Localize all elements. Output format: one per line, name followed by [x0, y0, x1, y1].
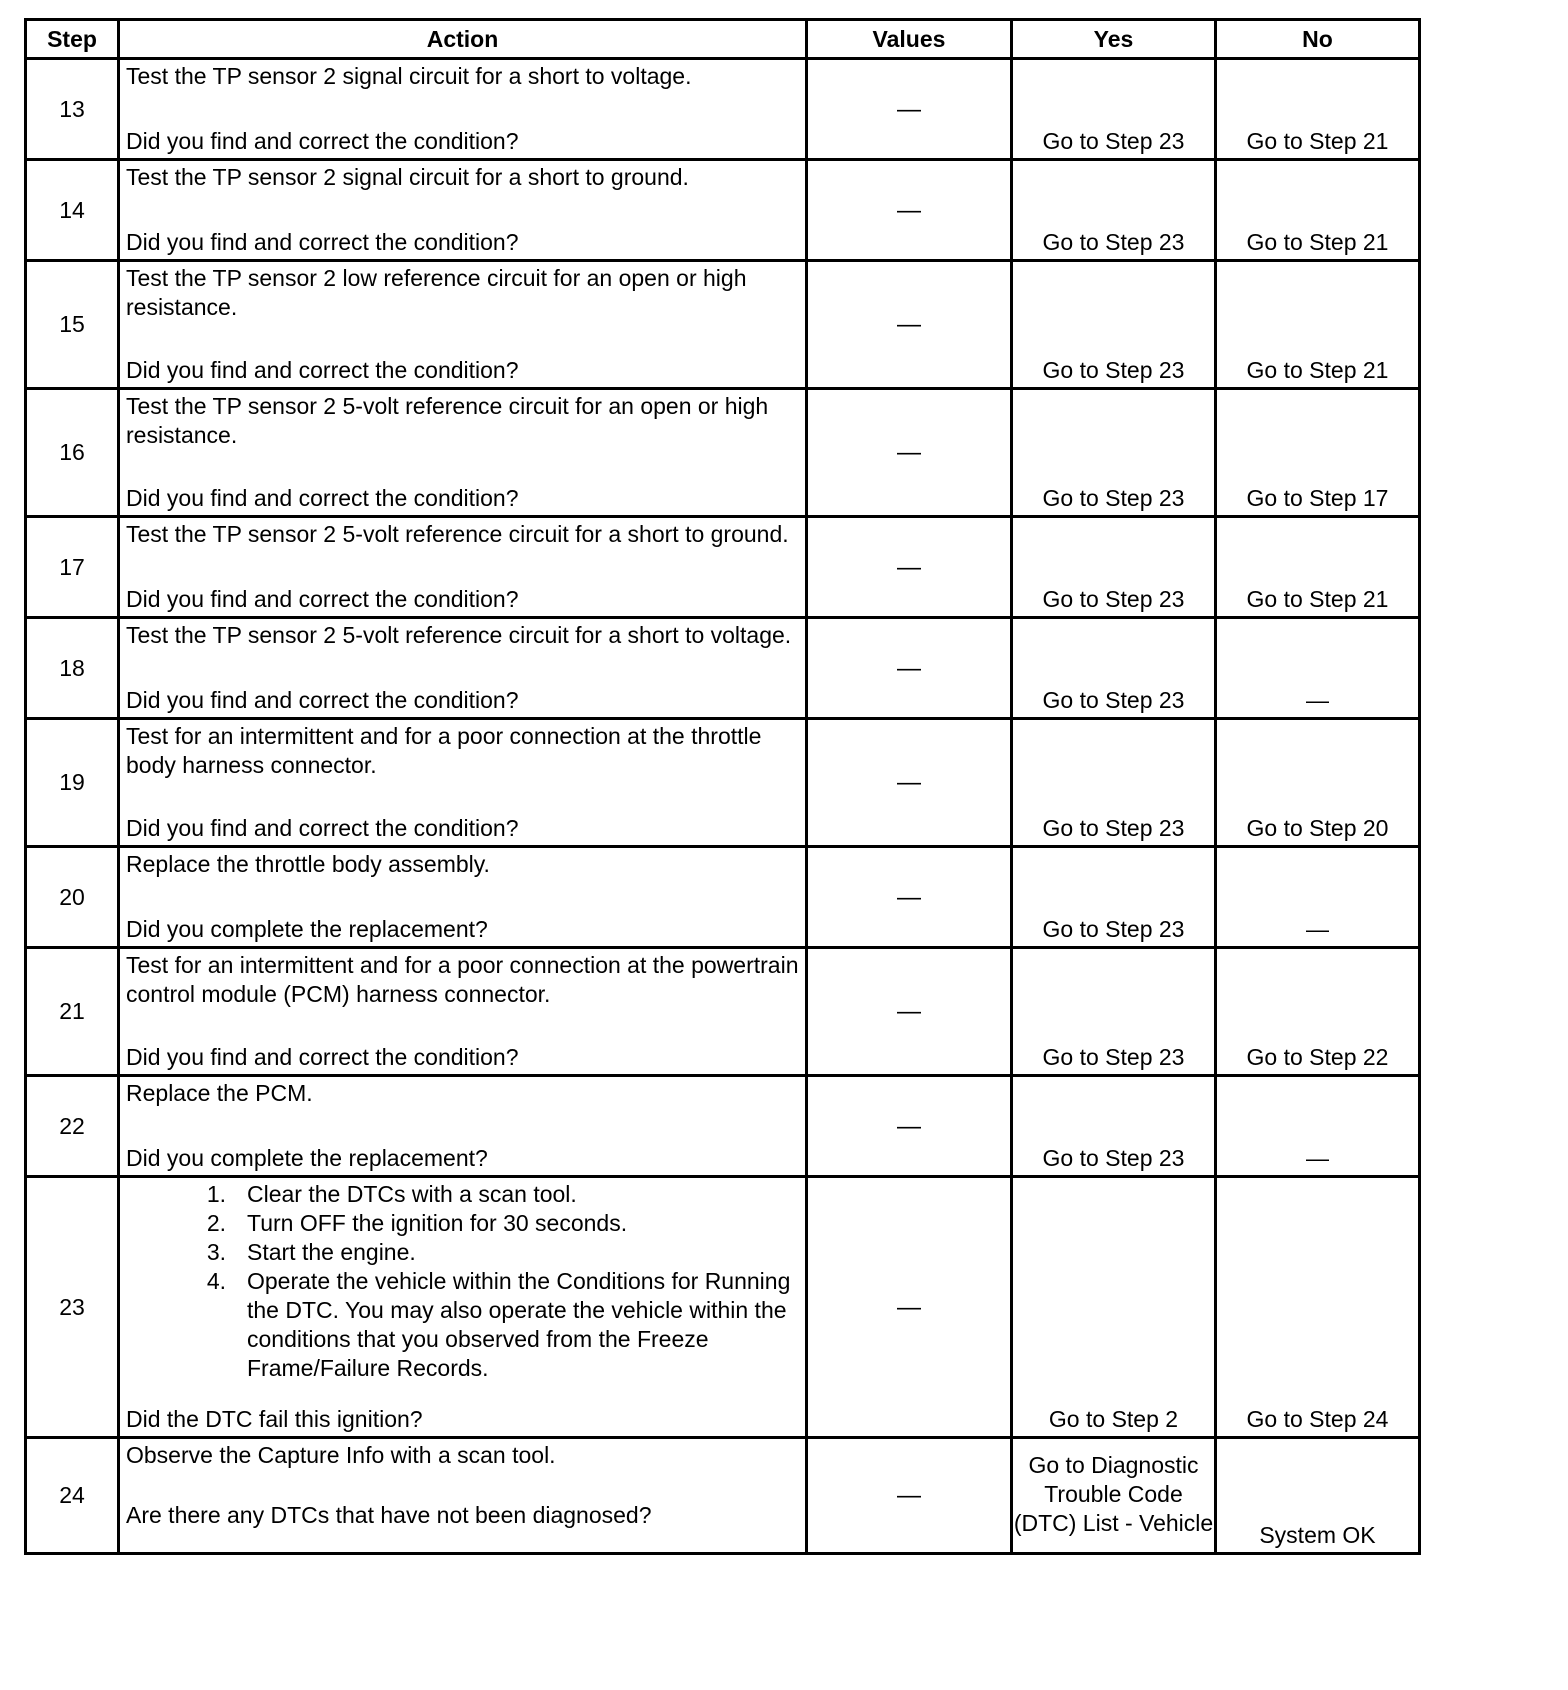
- yes-cell: Go to Step 2: [1012, 1177, 1216, 1438]
- action-text: Test the TP sensor 2 5-volt reference circuit for an open or high resistance.: [126, 393, 769, 448]
- step-number: 22: [26, 1076, 119, 1177]
- action-text: Test for an intermittent and for a poor connection at the powertrain control module (PCM) harness connector.: [126, 952, 799, 1007]
- values-cell: —: [807, 719, 1012, 847]
- list-item: 3. Start the engine.: [206, 1239, 416, 1265]
- question-text: Did you find and correct the condition?: [126, 815, 519, 841]
- action-text: Test the TP sensor 2 5-volt reference circuit for a short to ground.: [126, 521, 789, 547]
- diagnostic-table-sheet: [24, 18, 1421, 1555]
- action-cell: [119, 948, 807, 1076]
- no-cell: Go to Step 21: [1216, 261, 1420, 389]
- no-cell: —: [1216, 847, 1420, 948]
- step-number: 16: [26, 389, 119, 517]
- header-step: Step: [26, 20, 119, 59]
- yes-cell: Go to Step 23: [1012, 1076, 1216, 1177]
- action-cell: [119, 1177, 807, 1438]
- yes-cell: Go to Step 23: [1012, 160, 1216, 261]
- yes-cell: Go to Step 23: [1012, 948, 1216, 1076]
- no-cell: Go to Step 20: [1216, 719, 1420, 847]
- no-cell: Go to Step 21: [1216, 160, 1420, 261]
- no-cell: Go to Step 21: [1216, 59, 1420, 160]
- values-cell: —: [807, 517, 1012, 618]
- action-text: Observe the Capture Info with a scan tool.: [126, 1442, 556, 1468]
- action-cell: [119, 719, 807, 847]
- yes-cell: Go to Step 23: [1012, 719, 1216, 847]
- diagnostic-table: [24, 18, 1421, 1555]
- table-row: [26, 618, 1420, 719]
- step-number: 18: [26, 618, 119, 719]
- yes-cell: Go to Step 23: [1012, 847, 1216, 948]
- yes-cell: Go to Step 23: [1012, 618, 1216, 719]
- table-row: [26, 517, 1420, 618]
- action-text: Test the TP sensor 2 5-volt reference circuit for a short to voltage.: [126, 622, 792, 648]
- values-cell: —: [807, 948, 1012, 1076]
- action-cell: [119, 1076, 807, 1177]
- question-text: Did you complete the replacement?: [126, 1145, 488, 1171]
- question-text: Did you find and correct the condition?: [126, 357, 519, 383]
- question-text: Did you find and correct the condition?: [126, 485, 519, 511]
- action-cell: [119, 517, 807, 618]
- table-row: [26, 1076, 1420, 1177]
- header-no: No: [1216, 20, 1420, 59]
- table-row: [26, 160, 1420, 261]
- table-row: [26, 719, 1420, 847]
- values-cell: —: [807, 847, 1012, 948]
- step-number: 17: [26, 517, 119, 618]
- action-cell: [119, 59, 807, 160]
- question-text: Are there any DTCs that have not been diagnosed?: [126, 1502, 652, 1528]
- action-text: Test for an intermittent and for a poor connection at the throttle body harness connector.: [126, 723, 762, 778]
- procedure-list: [126, 1180, 801, 1383]
- table-row: [26, 389, 1420, 517]
- values-cell: —: [807, 1438, 1012, 1554]
- list-item: 2. Turn OFF the ignition for 30 seconds.: [206, 1210, 628, 1236]
- table-row: [26, 1438, 1420, 1554]
- header-values: Values: [807, 20, 1012, 59]
- values-cell: —: [807, 261, 1012, 389]
- question-text: Did you find and correct the condition?: [126, 1044, 519, 1070]
- values-cell: —: [807, 1177, 1012, 1438]
- question-text: Did you find and correct the condition?: [126, 229, 519, 255]
- table-row: [26, 261, 1420, 389]
- no-cell: —: [1216, 618, 1420, 719]
- yes-cell: Go to Diagnostic Trouble Code (DTC) List - Vehicle: [1012, 1438, 1216, 1554]
- table-row: [26, 1177, 1420, 1438]
- table-row: [26, 59, 1420, 160]
- question-text: Did you find and correct the condition?: [126, 128, 519, 154]
- step-number: 23: [26, 1177, 119, 1438]
- list-item: 4. Operate the vehicle within the Conditions for Running the DTC. You may also operate the vehicle within the conditions that you observed from the Freeze Frame/Failure Records.: [206, 1268, 791, 1381]
- header-yes: Yes: [1012, 20, 1216, 59]
- yes-cell: Go to Step 23: [1012, 261, 1216, 389]
- header-row: [26, 20, 1420, 59]
- no-cell: —: [1216, 1076, 1420, 1177]
- yes-cell: Go to Step 23: [1012, 389, 1216, 517]
- values-cell: —: [807, 389, 1012, 517]
- step-number: 15: [26, 261, 119, 389]
- no-cell: Go to Step 21: [1216, 517, 1420, 618]
- values-cell: —: [807, 59, 1012, 160]
- action-text: Replace the throttle body assembly.: [126, 851, 490, 877]
- no-cell: Go to Step 24: [1216, 1177, 1420, 1438]
- question-text: Did you find and correct the condition?: [126, 687, 519, 713]
- values-cell: —: [807, 160, 1012, 261]
- step-number: 14: [26, 160, 119, 261]
- action-cell: [119, 389, 807, 517]
- action-text: Test the TP sensor 2 signal circuit for a short to voltage.: [126, 63, 692, 89]
- action-cell: [119, 1438, 807, 1554]
- table-row: [26, 847, 1420, 948]
- no-cell: Go to Step 22: [1216, 948, 1420, 1076]
- question-text: Did you complete the replacement?: [126, 916, 488, 942]
- action-cell: [119, 160, 807, 261]
- yes-cell: Go to Step 23: [1012, 517, 1216, 618]
- action-cell: [119, 618, 807, 719]
- list-item: 1. Clear the DTCs with a scan tool.: [206, 1181, 577, 1207]
- step-number: 21: [26, 948, 119, 1076]
- step-number: 19: [26, 719, 119, 847]
- action-text: Test the TP sensor 2 low reference circuit for an open or high resistance.: [126, 265, 747, 320]
- action-text: Test the TP sensor 2 signal circuit for a short to ground.: [126, 164, 689, 190]
- yes-cell: Go to Step 23: [1012, 59, 1216, 160]
- question-text: Did the DTC fail this ignition?: [126, 1406, 423, 1432]
- no-cell: System OK: [1216, 1438, 1420, 1554]
- action-cell: [119, 261, 807, 389]
- step-number: 20: [26, 847, 119, 948]
- no-cell: Go to Step 17: [1216, 389, 1420, 517]
- values-cell: —: [807, 1076, 1012, 1177]
- step-number: 13: [26, 59, 119, 160]
- action-text: Replace the PCM.: [126, 1080, 313, 1106]
- table-row: [26, 948, 1420, 1076]
- header-action: Action: [119, 20, 807, 59]
- values-cell: —: [807, 618, 1012, 719]
- step-number: 24: [26, 1438, 119, 1554]
- question-text: Did you find and correct the condition?: [126, 586, 519, 612]
- action-cell: [119, 847, 807, 948]
